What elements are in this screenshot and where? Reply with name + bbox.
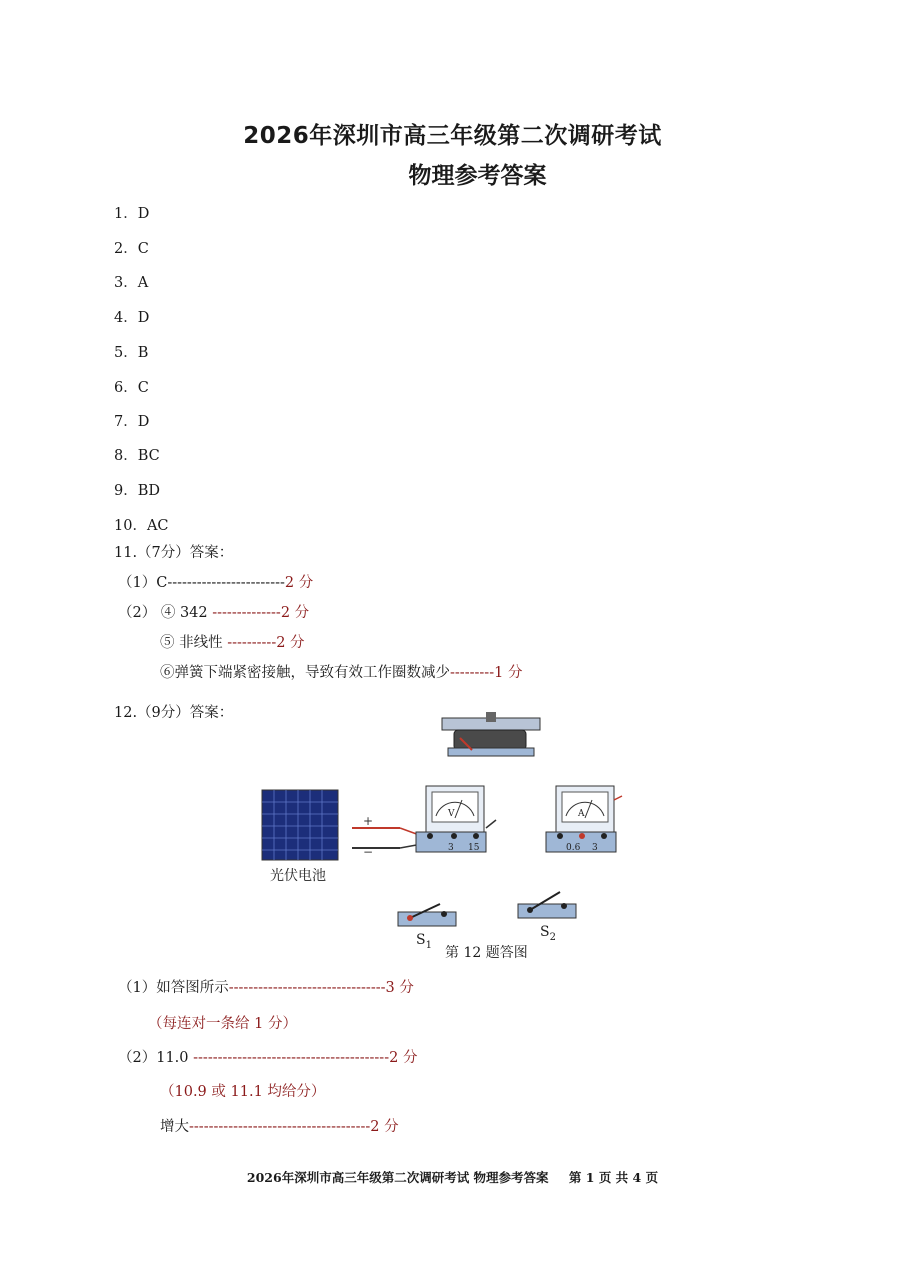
answer-9: 9．BD — [114, 483, 161, 499]
q12-part1-score: 3 分 — [385, 980, 414, 996]
q12-part2 — [118, 1046, 417, 1067]
ammeter-scale-low: 0.6 — [566, 843, 581, 853]
q11-part2c-score: 1 分 — [494, 665, 523, 681]
pv-label: 光伏电池 — [270, 868, 326, 884]
q11-part2b-dash: ---------- — [227, 635, 277, 651]
q11-part2 — [118, 601, 309, 622]
answer-1: 1．D — [114, 206, 150, 222]
q11-part2b — [160, 631, 305, 652]
answer-3: 3．A — [114, 275, 149, 291]
page-subtitle: 物理参考答案 — [408, 163, 547, 189]
q12-part2-dash: ---------------------------------------- — [193, 1050, 390, 1066]
q12-part1 — [118, 976, 414, 997]
switch-s2-label: $S_2$ — [540, 924, 556, 943]
q12-part2-text: （2）11.0 — [118, 1050, 194, 1066]
q11-part2-score: 2 分 — [280, 605, 310, 621]
q12-heading: 12.（9分）答案： — [114, 705, 234, 721]
ammeter-icon — [546, 786, 622, 852]
ammeter-scale-high: 3 — [592, 843, 598, 853]
q12-part3-text: 增大 — [160, 1119, 189, 1135]
solar-panel-icon — [262, 790, 338, 860]
page-footer — [0, 1168, 905, 1186]
voltmeter-letter: V — [448, 809, 455, 819]
voltmeter-scale-low: 3 — [448, 843, 454, 853]
q11-part2c-text: ⑥弹簧下端紧密接触，导致有效工作圈数减少 — [160, 665, 450, 681]
answer-5: 5．B — [114, 345, 149, 361]
footer-title: 2026年深圳市高三年级第二次调研考试 物理参考答案 — [246, 1170, 549, 1185]
q11-part1-text: （1）C------------------------ — [118, 575, 285, 591]
q11-part2c-dash: --------- — [450, 665, 495, 681]
q11-part2b-text: ⑤ 非线性 — [160, 635, 228, 651]
switch-s1-label: $S_1$ — [416, 932, 432, 951]
circuit-diagram — [250, 708, 630, 968]
switch-s2-icon — [518, 892, 576, 918]
q12-part3-dash: ------------------------------------- — [189, 1119, 371, 1135]
pv-minus-sign: − — [363, 845, 374, 859]
voltmeter-scale-high: 15 — [468, 843, 480, 853]
q12-part1-text: （1）如答图所示 — [118, 980, 229, 996]
figure-caption: 第 12 题答图 — [445, 945, 528, 961]
answer-6: 6．C — [114, 380, 149, 396]
switch-s1-icon — [398, 904, 456, 926]
answer-2: 2．C — [114, 241, 149, 257]
q11-part2-text: （2） ④ 342 — [118, 605, 213, 621]
q12-part2-note: （10.9 或 11.1 均给分） — [160, 1084, 326, 1100]
ammeter-letter: A — [578, 809, 585, 819]
q12-part1-note: （每连对一条给 1 分） — [148, 1016, 297, 1032]
answer-10: 10．AC — [114, 518, 169, 534]
q12-part3-score: 2 分 — [370, 1119, 399, 1135]
q12-part2-score: 2 分 — [389, 1050, 418, 1066]
rheostat-icon — [442, 712, 540, 756]
q11-heading: 11.（7分）答案： — [114, 545, 234, 561]
voltmeter-icon — [416, 786, 496, 852]
answer-8: 8．BC — [114, 448, 160, 464]
q11-part2b-score: 2 分 — [276, 635, 305, 651]
q11-part1 — [118, 571, 313, 592]
q11-part2c — [160, 661, 522, 682]
footer-page-number: 第 1 页 共 4 页 — [568, 1170, 659, 1185]
q11-part1-score: 2 分 — [284, 575, 314, 591]
pv-plus-sign: + — [363, 814, 374, 828]
page-title: 2026年深圳市高三年级第二次调研考试 — [243, 123, 662, 149]
q12-part3 — [160, 1115, 399, 1136]
circuit-figure — [250, 708, 630, 968]
q11-part2-dash: -------------- — [212, 605, 281, 621]
answer-4: 4．D — [114, 310, 150, 326]
answer-7: 7．D — [114, 414, 150, 430]
q12-part1-dash: -------------------------------- — [228, 980, 386, 996]
